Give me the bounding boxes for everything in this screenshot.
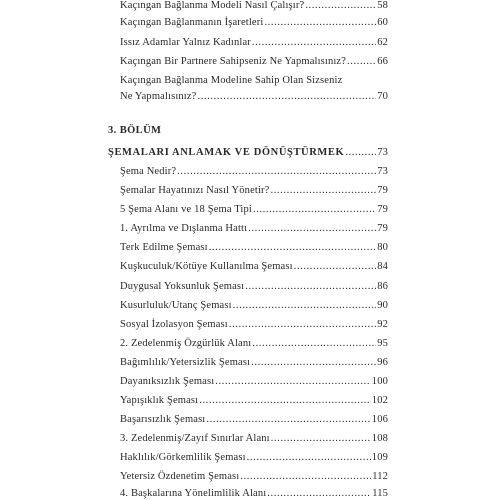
toc-entry-label: 5 Şema Alanı ve 18 Şema Tipi	[120, 204, 252, 215]
dot-leader	[233, 299, 377, 312]
toc-entry	[120, 222, 388, 235]
toc-entry-page: 62	[377, 37, 388, 48]
toc-entry-page: 106	[371, 414, 388, 425]
toc-entry	[120, 184, 388, 197]
dot-leader	[294, 260, 377, 273]
dot-leader	[267, 487, 371, 500]
toc-entry-label-line1: Kaçıngan Bağlanma Modeline Sahip Olan Sizseniz	[120, 75, 343, 86]
dot-leader	[229, 318, 376, 331]
toc-entry-label: Yetersiz Özdenetim Şeması	[120, 471, 240, 482]
toc-entry-page: 73	[377, 147, 388, 158]
dot-leader	[245, 280, 376, 293]
toc-entry	[120, 203, 388, 216]
toc-entry-label: 3. Zedelenmiş/Zayıf Sınırlar Alanı	[120, 433, 270, 444]
dot-leader	[206, 413, 370, 426]
dot-leader	[251, 356, 376, 369]
toc-entry	[120, 413, 388, 426]
toc-entry	[120, 375, 388, 388]
toc-entry-label: 1. Ayrılma ve Dışlanma Hattı	[120, 223, 248, 234]
toc-entry-label: Issız Adamlar Yalnız Kadınlar	[120, 37, 251, 48]
dot-leader	[215, 375, 371, 388]
dot-leader	[252, 36, 376, 49]
toc-entry-label: 2. Zedelenmiş Özgürlük Alanı	[120, 338, 252, 349]
toc-entry-label: Terk Edilme Şeması	[120, 242, 208, 253]
toc-entry	[120, 318, 388, 331]
toc-entry-page: 115	[372, 488, 388, 499]
toc-entry-page: 108	[371, 433, 388, 444]
toc-entry-label: Kaçıngan Bir Partnere Sahipseniz Ne Yapmalısınız?	[120, 56, 347, 67]
dot-leader	[209, 241, 376, 254]
toc-entry-label: Bağımlılık/Yetersizlik Şeması	[120, 357, 251, 368]
toc-entry-page: 70	[377, 91, 388, 102]
dot-leader	[253, 203, 376, 216]
toc-entry-page: 95	[377, 338, 388, 349]
toc-entry	[120, 0, 388, 12]
dot-leader	[270, 184, 376, 197]
toc-entry	[120, 280, 388, 293]
toc-entry-label: Duygusal Yoksunluk Şeması	[120, 281, 245, 292]
dot-leader	[248, 222, 376, 235]
toc-entry-label-line2: Ne Yapmalısınız?	[120, 91, 197, 102]
toc-entry-label: Kuşkuculuk/Kötüye Kullanılma Şeması	[120, 261, 293, 272]
toc-entry-label: Başarısızlık Şeması	[120, 414, 206, 425]
toc-entry	[120, 432, 388, 445]
toc-entry-page: 79	[377, 204, 388, 215]
toc-entry	[120, 299, 388, 312]
dot-leader	[252, 337, 376, 350]
chapter-title: ŞEMALARI ANLAMAK VE DÖNÜŞTÜRMEK	[108, 147, 345, 158]
toc-entry-page: 112	[372, 471, 388, 482]
dot-leader	[345, 146, 376, 159]
toc-entry-label: Haklılık/Görkemlilik Şeması	[120, 452, 246, 463]
toc-entry	[120, 337, 388, 350]
toc-entry-page: 92	[377, 319, 388, 330]
toc-entry-label: Sosyal İzolasyon Şeması	[120, 319, 228, 330]
toc-entry	[120, 260, 388, 273]
toc-entry	[120, 241, 388, 254]
toc-entry-label: Şema Nedir?	[120, 166, 177, 177]
toc-entry	[120, 16, 388, 29]
toc-entry-page: 90	[377, 300, 388, 311]
chapter-title-entry	[108, 146, 388, 159]
toc-entry-label: Kusurluluk/Utanç Şeması	[120, 300, 232, 311]
toc-entry	[120, 470, 388, 483]
toc-entry-page: 79	[377, 185, 388, 196]
toc-entry-page: 79	[377, 223, 388, 234]
chapter-heading: 3. BÖLÜM	[108, 125, 162, 136]
dot-leader	[247, 451, 371, 464]
toc-entry-page: 80	[377, 242, 388, 253]
toc-entry-label: Dayanıksızlık Şeması	[120, 376, 215, 387]
dot-leader	[264, 16, 376, 29]
toc-entry-page: 100	[371, 376, 388, 387]
toc-entry-page: 84	[377, 261, 388, 272]
dot-leader	[199, 394, 371, 407]
toc-entry-page: 109	[371, 452, 388, 463]
toc-entry-page: 96	[377, 357, 388, 368]
toc-entry-label: 4. Başkalarına Yönelimlilik Alanı	[120, 488, 267, 499]
toc-entry	[120, 451, 388, 464]
toc-entry-page: 60	[377, 17, 388, 28]
toc-entry	[120, 165, 388, 178]
toc-entry-label: Yapışıklık Şeması	[120, 395, 199, 406]
toc-entry	[120, 36, 388, 49]
toc-entry	[120, 487, 388, 500]
dot-leader	[347, 55, 376, 68]
toc-entry	[120, 356, 388, 369]
dot-leader	[240, 470, 371, 483]
toc-entry	[120, 394, 388, 407]
dot-leader	[305, 0, 376, 12]
toc-entry-label: Kaçıngan Bağlanmanın İşaretleri	[120, 17, 264, 28]
toc-entry-page: 58	[377, 0, 388, 11]
toc-entry-label: Şemalar Hayatınızı Nasıl Yönetir?	[120, 185, 270, 196]
toc-entry-page: 66	[377, 56, 388, 67]
toc-entry-label: Kaçıngan Bağlanma Modeli Nasıl Çalışır?	[120, 0, 305, 11]
dot-leader	[197, 90, 376, 103]
toc-entry	[120, 90, 388, 103]
toc-entry	[120, 55, 388, 68]
toc-entry-page: 102	[371, 395, 388, 406]
toc-entry-page: 86	[377, 281, 388, 292]
dot-leader	[177, 165, 376, 178]
toc-entry-page: 73	[377, 166, 388, 177]
dot-leader	[271, 432, 371, 445]
